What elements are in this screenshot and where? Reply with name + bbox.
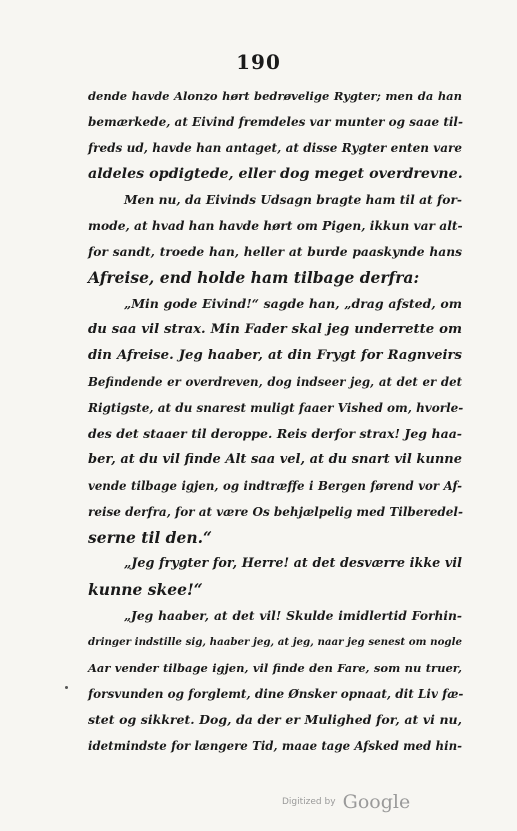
- text-line: Afreise, end holde ham tilbage derfra:: [88, 268, 420, 287]
- text-line: for sandt, troede han, heller at burde paaskynde hans: [88, 244, 462, 259]
- text-line: freds ud, havde han antaget, at disse Rygter enten vare: [88, 141, 462, 155]
- text-line: forsvunden og forglemt, dine Ønsker opnaat, dit Liv fæ-: [88, 687, 464, 701]
- text-line: dringer indstille sig, haaber jeg, at jeg, naar jeg senest om nogle: [88, 636, 462, 648]
- text-line: du saa vil strax. Min Fader skal jeg underrette om: [88, 322, 462, 337]
- text-line: ber, at du vil finde Alt saa vel, at du snart vil kunne: [88, 452, 462, 467]
- text-line: des det staaer til deroppe. Reis derfor strax! Jeg haa-: [88, 426, 462, 441]
- watermark-prefix: Digitized by: [282, 797, 336, 807]
- text-line: dende havde Alonzo hørt bedrøvelige Rygter; men da han: [88, 89, 462, 103]
- text-line: „Jeg haaber, at det vil! Skulde imidlertid Forhin-: [124, 608, 462, 623]
- text-line: din Afreise. Jeg haaber, at din Frygt for Ragnveirs: [88, 348, 462, 363]
- text-line: aldeles opdigtede, eller dog meget overdrevne.: [88, 166, 463, 182]
- text-line: Rigtigste, at du snarest muligt faaer Vished om, hvorle-: [88, 401, 464, 415]
- text-line: „Min gode Eivind!“ sagde han, „drag afsted, om: [124, 296, 462, 311]
- page-number: 190: [236, 50, 281, 74]
- text-line: idetmindste for længere Tid, maae tage Afsked med hin-: [88, 739, 462, 753]
- text-line: Befindende er overdreven, dog indseer jeg, at det er det: [88, 375, 462, 389]
- text-line: reise derfra, for at være Os behjælpelig med Tilberedel-: [88, 505, 463, 519]
- text-line: Men nu, da Eivinds Udsagn bragte ham til at for-: [124, 192, 462, 207]
- text-line: bemærkede, at Eivind fremdeles var munter og saae til-: [88, 115, 463, 129]
- text-line: vende tilbage igjen, og indtræffe i Bergen førend vor Af-: [88, 479, 462, 493]
- text-line: Aar vender tilbage igjen, vil finde den Fare, som nu truer,: [88, 661, 462, 675]
- text-line: serne til den.“: [88, 528, 212, 547]
- ink-speck: [65, 686, 68, 689]
- digitized-watermark: [282, 791, 410, 813]
- text-line: „Jeg frygter for, Herre! at det desværre ikke vil: [124, 556, 462, 571]
- text-line: kunne skee!“: [88, 580, 203, 599]
- text-line: mode, at hvad han havde hørt om Pigen, ikkun var alt-: [88, 218, 463, 233]
- text-line: stet og sikkret. Dog, da der er Mulighed for, at vi nu,: [88, 712, 462, 727]
- google-logo: Google: [342, 791, 411, 813]
